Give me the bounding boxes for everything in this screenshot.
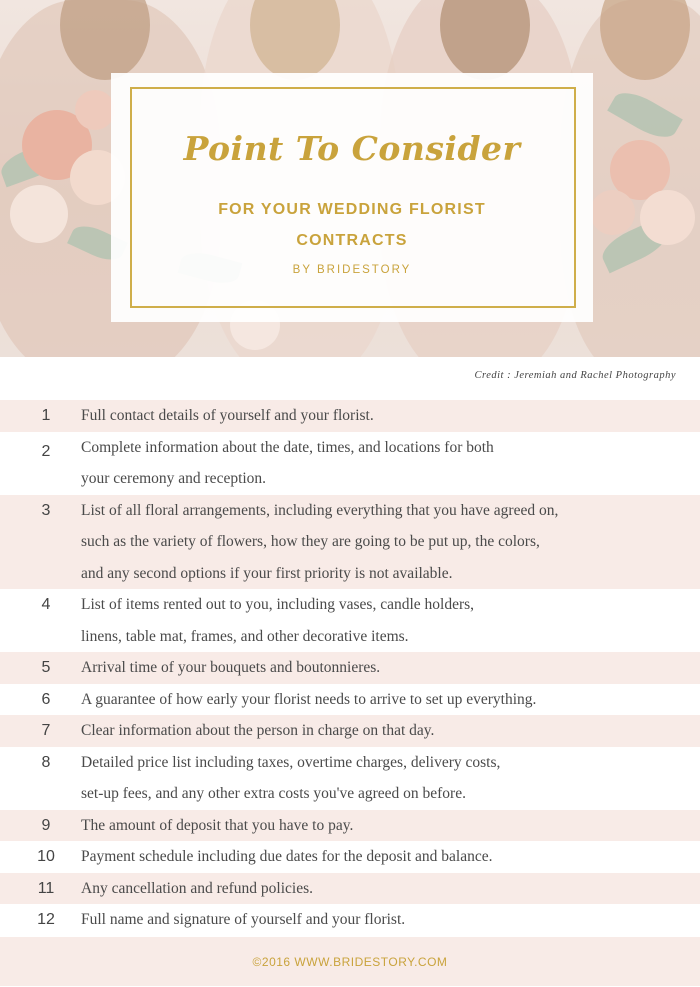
item-text: A guarantee of how early your florist needs to arrive to set up everything. bbox=[81, 690, 537, 708]
list-item bbox=[0, 652, 700, 684]
item-number: 11 bbox=[37, 879, 55, 897]
list-item bbox=[0, 904, 700, 936]
item-number: 3 bbox=[41, 501, 51, 519]
item-text: List of all floral arrangements, including everything that you have agreed on, such as the variety of flowers, how they are going to be put up, the colors, and any second options if your first priority is not available. bbox=[81, 501, 559, 582]
item-number: 6 bbox=[41, 690, 51, 708]
item-number: 9 bbox=[41, 816, 51, 834]
title-card bbox=[111, 73, 593, 322]
item-text: Full name and signature of yourself and your florist. bbox=[81, 911, 406, 928]
item-text: Detailed price list including taxes, overtime charges, delivery costs, set-up fees, and any other extra costs you've agreed on before. bbox=[81, 753, 501, 802]
photo-credit: Credit : Jeremiah and Rachel Photography bbox=[474, 370, 676, 381]
subtitle-line-1: FOR YOUR WEDDING FLORIST bbox=[218, 201, 486, 218]
item-text: Clear information about the person in charge on that day. bbox=[81, 722, 435, 739]
item-number: 12 bbox=[37, 911, 55, 928]
item-number: 10 bbox=[37, 848, 55, 865]
item-text: The amount of deposit that you have to pay. bbox=[81, 816, 354, 834]
item-number: 8 bbox=[41, 753, 51, 771]
item-text: List of items rented out to you, including vases, candle holders, linens, table mat, frames, and other decorative items. bbox=[81, 596, 475, 645]
list-item bbox=[0, 400, 700, 432]
item-text: Complete information about the date, times, and locations for both your ceremony and reception. bbox=[81, 438, 494, 487]
list-item bbox=[0, 589, 700, 652]
subtitle-line-2: CONTRACTS bbox=[296, 232, 408, 249]
page-subtitle bbox=[111, 194, 593, 256]
item-text: Payment schedule including due dates for the deposit and balance. bbox=[81, 848, 493, 865]
item-number: 1 bbox=[41, 407, 51, 424]
list-item bbox=[0, 684, 700, 716]
list-item bbox=[0, 495, 700, 590]
item-number: 4 bbox=[41, 596, 51, 613]
list-item bbox=[0, 810, 700, 842]
page-title: Point To Consider bbox=[183, 129, 521, 168]
list-item bbox=[0, 841, 700, 873]
list-item bbox=[0, 432, 700, 495]
list-item bbox=[0, 747, 700, 810]
checklist bbox=[0, 400, 700, 936]
item-number: 7 bbox=[41, 722, 51, 739]
item-number: 5 bbox=[41, 659, 51, 676]
item-text: Arrival time of your bouquets and boutonnieres. bbox=[81, 659, 381, 676]
list-item bbox=[0, 873, 700, 905]
list-item bbox=[0, 715, 700, 747]
byline: BY BRIDESTORY bbox=[292, 264, 412, 276]
item-number: 2 bbox=[41, 442, 51, 460]
footer-website[interactable]: ©2016 WWW.BRIDESTORY.COM bbox=[0, 937, 700, 986]
item-text: Any cancellation and refund policies. bbox=[81, 879, 313, 897]
item-text: Full contact details of yourself and your florist. bbox=[81, 407, 374, 424]
